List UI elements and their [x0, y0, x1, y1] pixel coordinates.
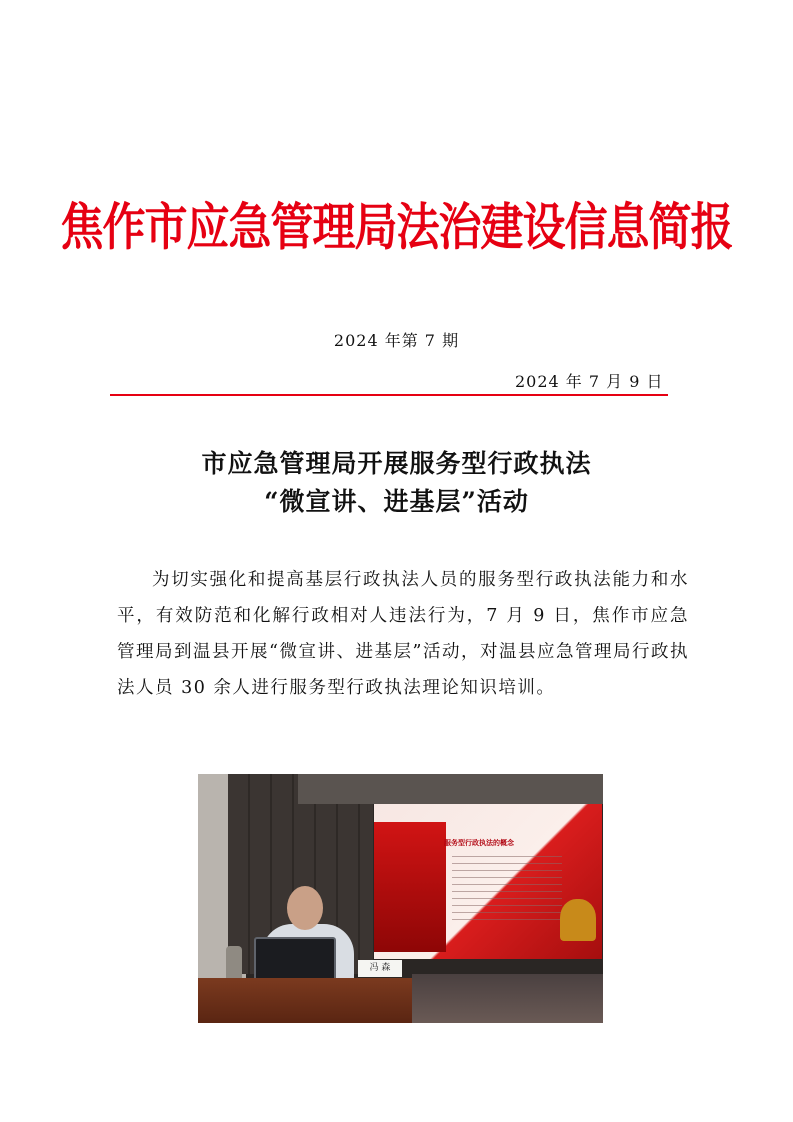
red-divider	[110, 394, 668, 396]
speaker-head	[287, 886, 323, 930]
training-photo	[198, 774, 603, 1023]
masthead-title: 焦作市应急管理局法治建设信息简报	[60, 198, 733, 258]
name-card: 冯 森	[358, 960, 402, 977]
headline-line-2: “微宣讲、进基层”活动	[264, 487, 529, 516]
slide-flag-graphic	[374, 822, 446, 952]
publication-date: 2024 年 7 月 9 日	[515, 372, 664, 391]
issue-number: 2024 年第 7 期	[333, 331, 460, 350]
photo-ceiling	[298, 774, 603, 804]
slide-text-lines	[452, 856, 562, 926]
photo-floor	[412, 974, 603, 1023]
slide-lion-graphic	[560, 899, 596, 941]
article-body: 为切实强化和提高基层行政执法人员的服务型行政执法能力和水平，有效防范和化解行政相对人违法行为，7 月 9 日，焦作市应急管理局到温县开展“微宣讲、进基层”活动，对温县应急管理局行政执法人员 30 余人进行服务型行政执法理论知识培训。	[117, 570, 689, 698]
slide-title: 服务型行政执法的概念	[444, 839, 514, 847]
projection-screen	[374, 804, 602, 959]
headline-line-1: 市应急管理局开展服务型行政执法	[201, 449, 592, 478]
podium-desk	[198, 978, 412, 1023]
